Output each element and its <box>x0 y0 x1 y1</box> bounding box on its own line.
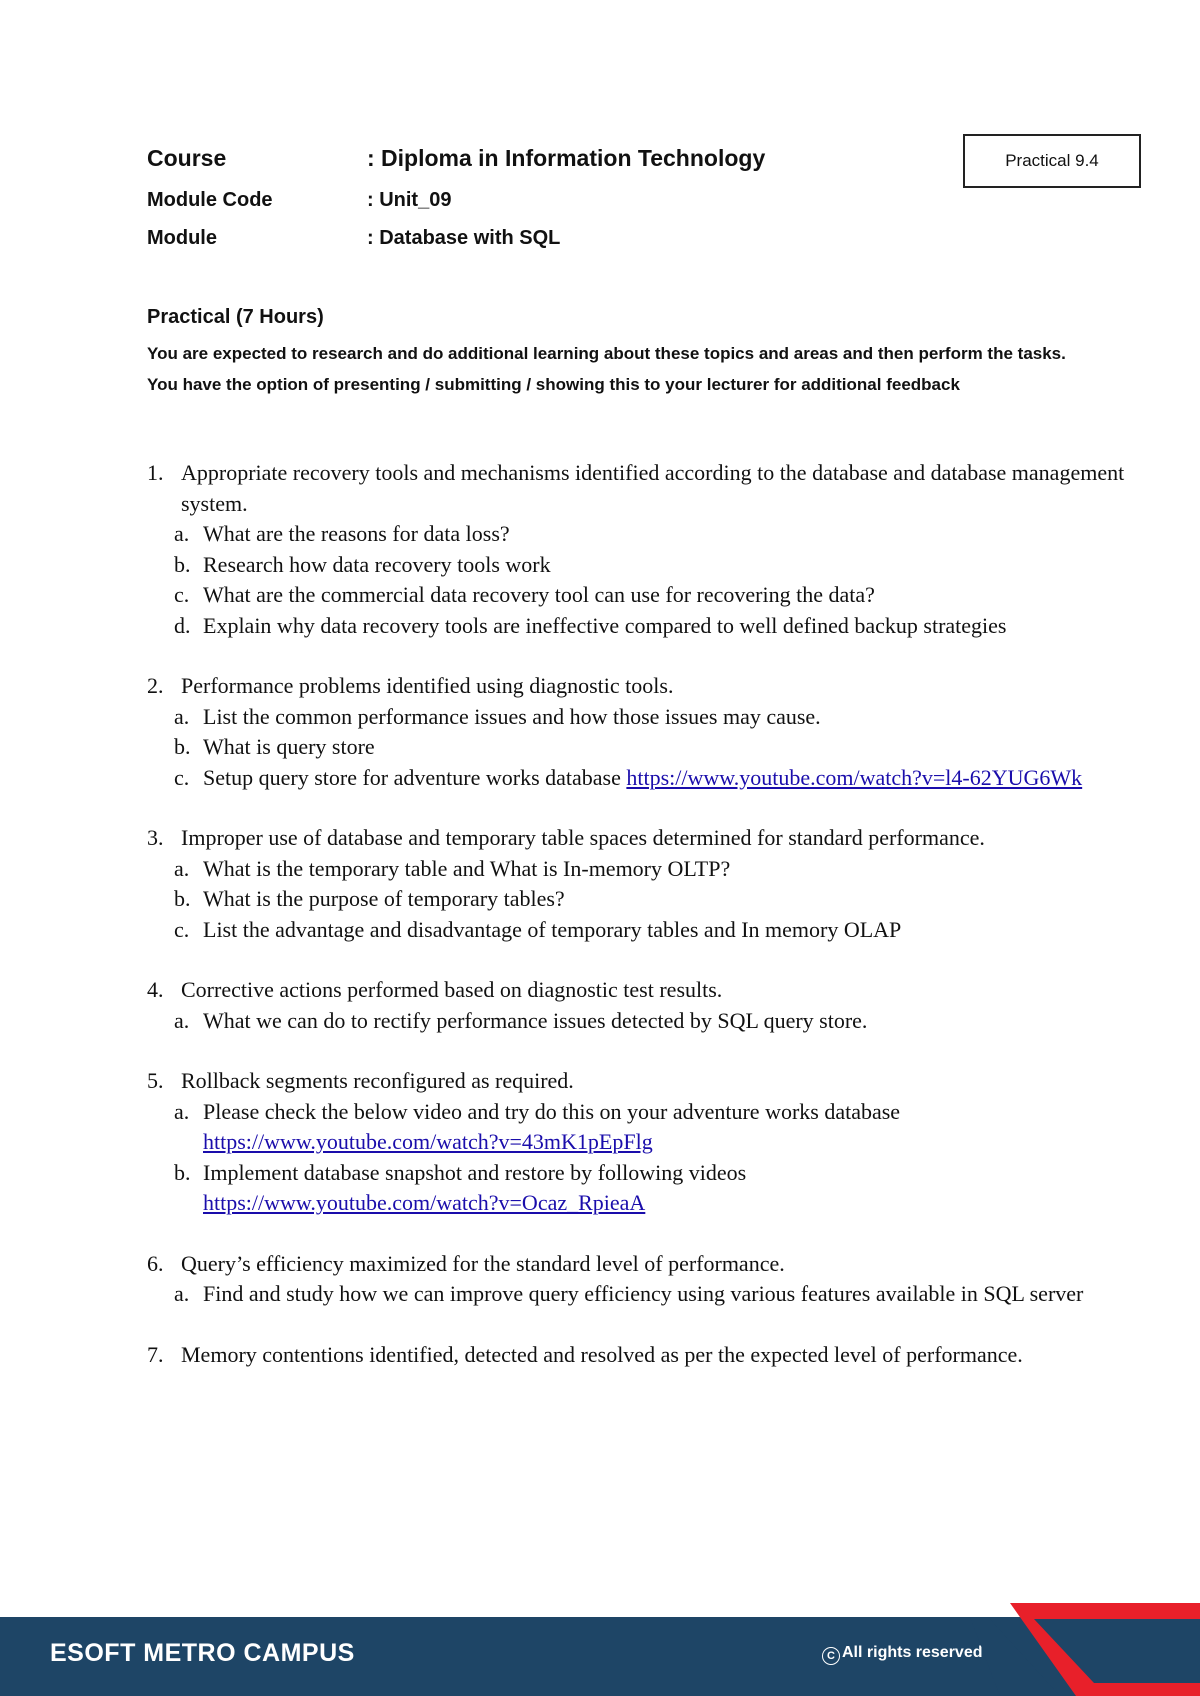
sub-question <box>174 884 1137 915</box>
sub-question-letter: a. <box>174 703 190 729</box>
sub-question-text: Please check the below video and try do this on your adventure works database <box>203 1098 901 1124</box>
question-text: Query’s efficiency maximized for the standard level of performance. <box>181 1250 785 1276</box>
question-item <box>147 671 1137 793</box>
sub-question-letter: c. <box>174 916 190 942</box>
question-text: Appropriate recovery tools and mechanisms identified according to the database and database management system. <box>181 460 1125 516</box>
sub-question-letter: d. <box>174 612 191 638</box>
sub-question-body <box>203 580 1137 611</box>
question-item <box>147 458 1137 641</box>
sub-question-body <box>203 1158 1137 1219</box>
sub-question-letter: b. <box>174 734 191 759</box>
sub-question-body <box>203 763 1137 794</box>
sub-question <box>174 915 1137 946</box>
question-heading <box>147 458 1137 519</box>
sub-question-letter: a. <box>174 1098 190 1124</box>
question-item <box>147 823 1137 945</box>
sub-question <box>174 1097 1137 1158</box>
question-text: Corrective actions performed based on diagnostic test results. <box>181 977 723 1002</box>
question-text: Rollback segments reconfigured as required. <box>181 1068 574 1093</box>
question-list <box>147 458 1137 1400</box>
sub-question-letter: a. <box>174 521 190 546</box>
sub-question-text: Research how data recovery tools work <box>203 551 551 577</box>
question-text: Performance problems identified using diagnostic tools. <box>181 673 674 698</box>
copyright-icon: C <box>822 1647 840 1665</box>
sub-question <box>174 1006 1137 1037</box>
question-number: 4. <box>147 977 164 1002</box>
video-link[interactable]: https://www.youtube.com/watch?v=l4-62YUG6Wk <box>626 764 1083 790</box>
sub-question-text: Implement database snapshot and restore by following videos <box>203 1159 747 1185</box>
sub-question-body <box>203 519 1137 550</box>
question-text: Memory contentions identified, detected and resolved as per the expected level of performance. <box>181 1341 1023 1367</box>
course-value: : Diploma in Information Technology <box>367 145 766 171</box>
sub-question <box>174 763 1137 794</box>
question-heading <box>147 823 1137 854</box>
sub-question-letter: a. <box>174 1281 190 1306</box>
intro-line-2: You have the option of presenting / submitting / showing this to your lecturer for additional feedback <box>147 375 960 394</box>
module-code-value: : Unit_09 <box>367 189 452 211</box>
sub-question-body <box>203 611 1137 642</box>
question-number: 2. <box>147 673 164 698</box>
sub-question-body <box>203 1097 1137 1158</box>
practical-title: Practical (7 Hours) <box>147 306 324 328</box>
question-item <box>147 1249 1137 1310</box>
practical-number-box: Practical 9.4 <box>963 134 1141 188</box>
sub-question <box>174 854 1137 885</box>
question-number: 5. <box>147 1068 164 1093</box>
question-item <box>147 1066 1137 1219</box>
sub-question-text: What is query store <box>203 734 375 759</box>
sub-question-text: What are the reasons for data loss? <box>203 521 510 546</box>
sub-question-body <box>203 732 1137 763</box>
video-link[interactable]: https://www.youtube.com/watch?v=43mK1pEpFlg <box>203 1129 653 1154</box>
sub-question-text: Explain why data recovery tools are ineffective compared to well defined backup strategies <box>203 612 1007 638</box>
sub-question-text: What is the purpose of temporary tables? <box>203 886 565 911</box>
footer-accent-graphic <box>970 1603 1200 1696</box>
sub-question <box>174 611 1137 642</box>
sub-question <box>174 550 1137 581</box>
question-item <box>147 1340 1137 1371</box>
sub-question-text: Setup query store for adventure works database <box>203 764 621 790</box>
question-number: 3. <box>147 825 164 850</box>
footer-rights <box>822 1644 983 1665</box>
sub-question-body <box>203 1006 1137 1037</box>
question-number: 6. <box>147 1250 164 1276</box>
sub-question <box>174 1279 1137 1310</box>
footer-brand: ESOFT METRO CAMPUS <box>50 1639 355 1667</box>
module-label: Module <box>147 227 217 249</box>
sub-question <box>174 1158 1137 1219</box>
intro-line-1: You are expected to research and do additional learning about these topics and areas and then perform the tasks. <box>147 344 1066 363</box>
course-label: Course <box>147 145 227 171</box>
sub-question-letter: b. <box>174 1159 191 1185</box>
question-heading <box>147 1340 1137 1371</box>
question-number: 7. <box>147 1341 164 1367</box>
sub-question-letter: a. <box>174 855 190 881</box>
question-text: Improper use of database and temporary table spaces determined for standard performance. <box>181 825 985 850</box>
sub-question-letter: b. <box>174 886 191 911</box>
sub-question-text: Find and study how we can improve query efficiency using various features available in SQL server <box>203 1281 1084 1306</box>
sub-question-body <box>203 702 1137 733</box>
question-heading <box>147 671 1137 702</box>
sub-question-letter: c. <box>174 764 190 790</box>
sub-question-text: What are the commercial data recovery tool can use for recovering the data? <box>203 582 875 607</box>
sub-question-body <box>203 915 1137 946</box>
sub-question <box>174 732 1137 763</box>
sub-question-text: What we can do to rectify performance issues detected by SQL query store. <box>203 1007 868 1033</box>
sub-question-letter: b. <box>174 551 191 577</box>
question-heading <box>147 1066 1137 1097</box>
footer-angle-shape <box>970 1617 1060 1696</box>
sub-question-body <box>203 854 1137 885</box>
question-number: 1. <box>147 460 164 485</box>
sub-question-letter: a. <box>174 1007 190 1033</box>
sub-question-letter: c. <box>174 582 190 607</box>
footer-rights-text: All rights reserved <box>842 1644 983 1661</box>
sub-question-text: List the common performance issues and how those issues may cause. <box>203 703 821 729</box>
sub-question <box>174 702 1137 733</box>
module-value: : Database with SQL <box>367 227 561 249</box>
sub-question-body <box>203 550 1137 581</box>
question-heading <box>147 975 1137 1006</box>
sub-question-text: What is the temporary table and What is In-memory OLTP? <box>203 855 731 881</box>
question-item <box>147 975 1137 1036</box>
sub-question <box>174 519 1137 550</box>
sub-question-body <box>203 1279 1137 1310</box>
video-link[interactable]: https://www.youtube.com/watch?v=Ocaz_RpieaA <box>203 1190 646 1215</box>
module-code-label: Module Code <box>147 189 273 211</box>
sub-question <box>174 580 1137 611</box>
sub-question-body <box>203 884 1137 915</box>
question-heading <box>147 1249 1137 1280</box>
sub-question-text: List the advantage and disadvantage of temporary tables and In memory OLAP <box>203 916 902 942</box>
